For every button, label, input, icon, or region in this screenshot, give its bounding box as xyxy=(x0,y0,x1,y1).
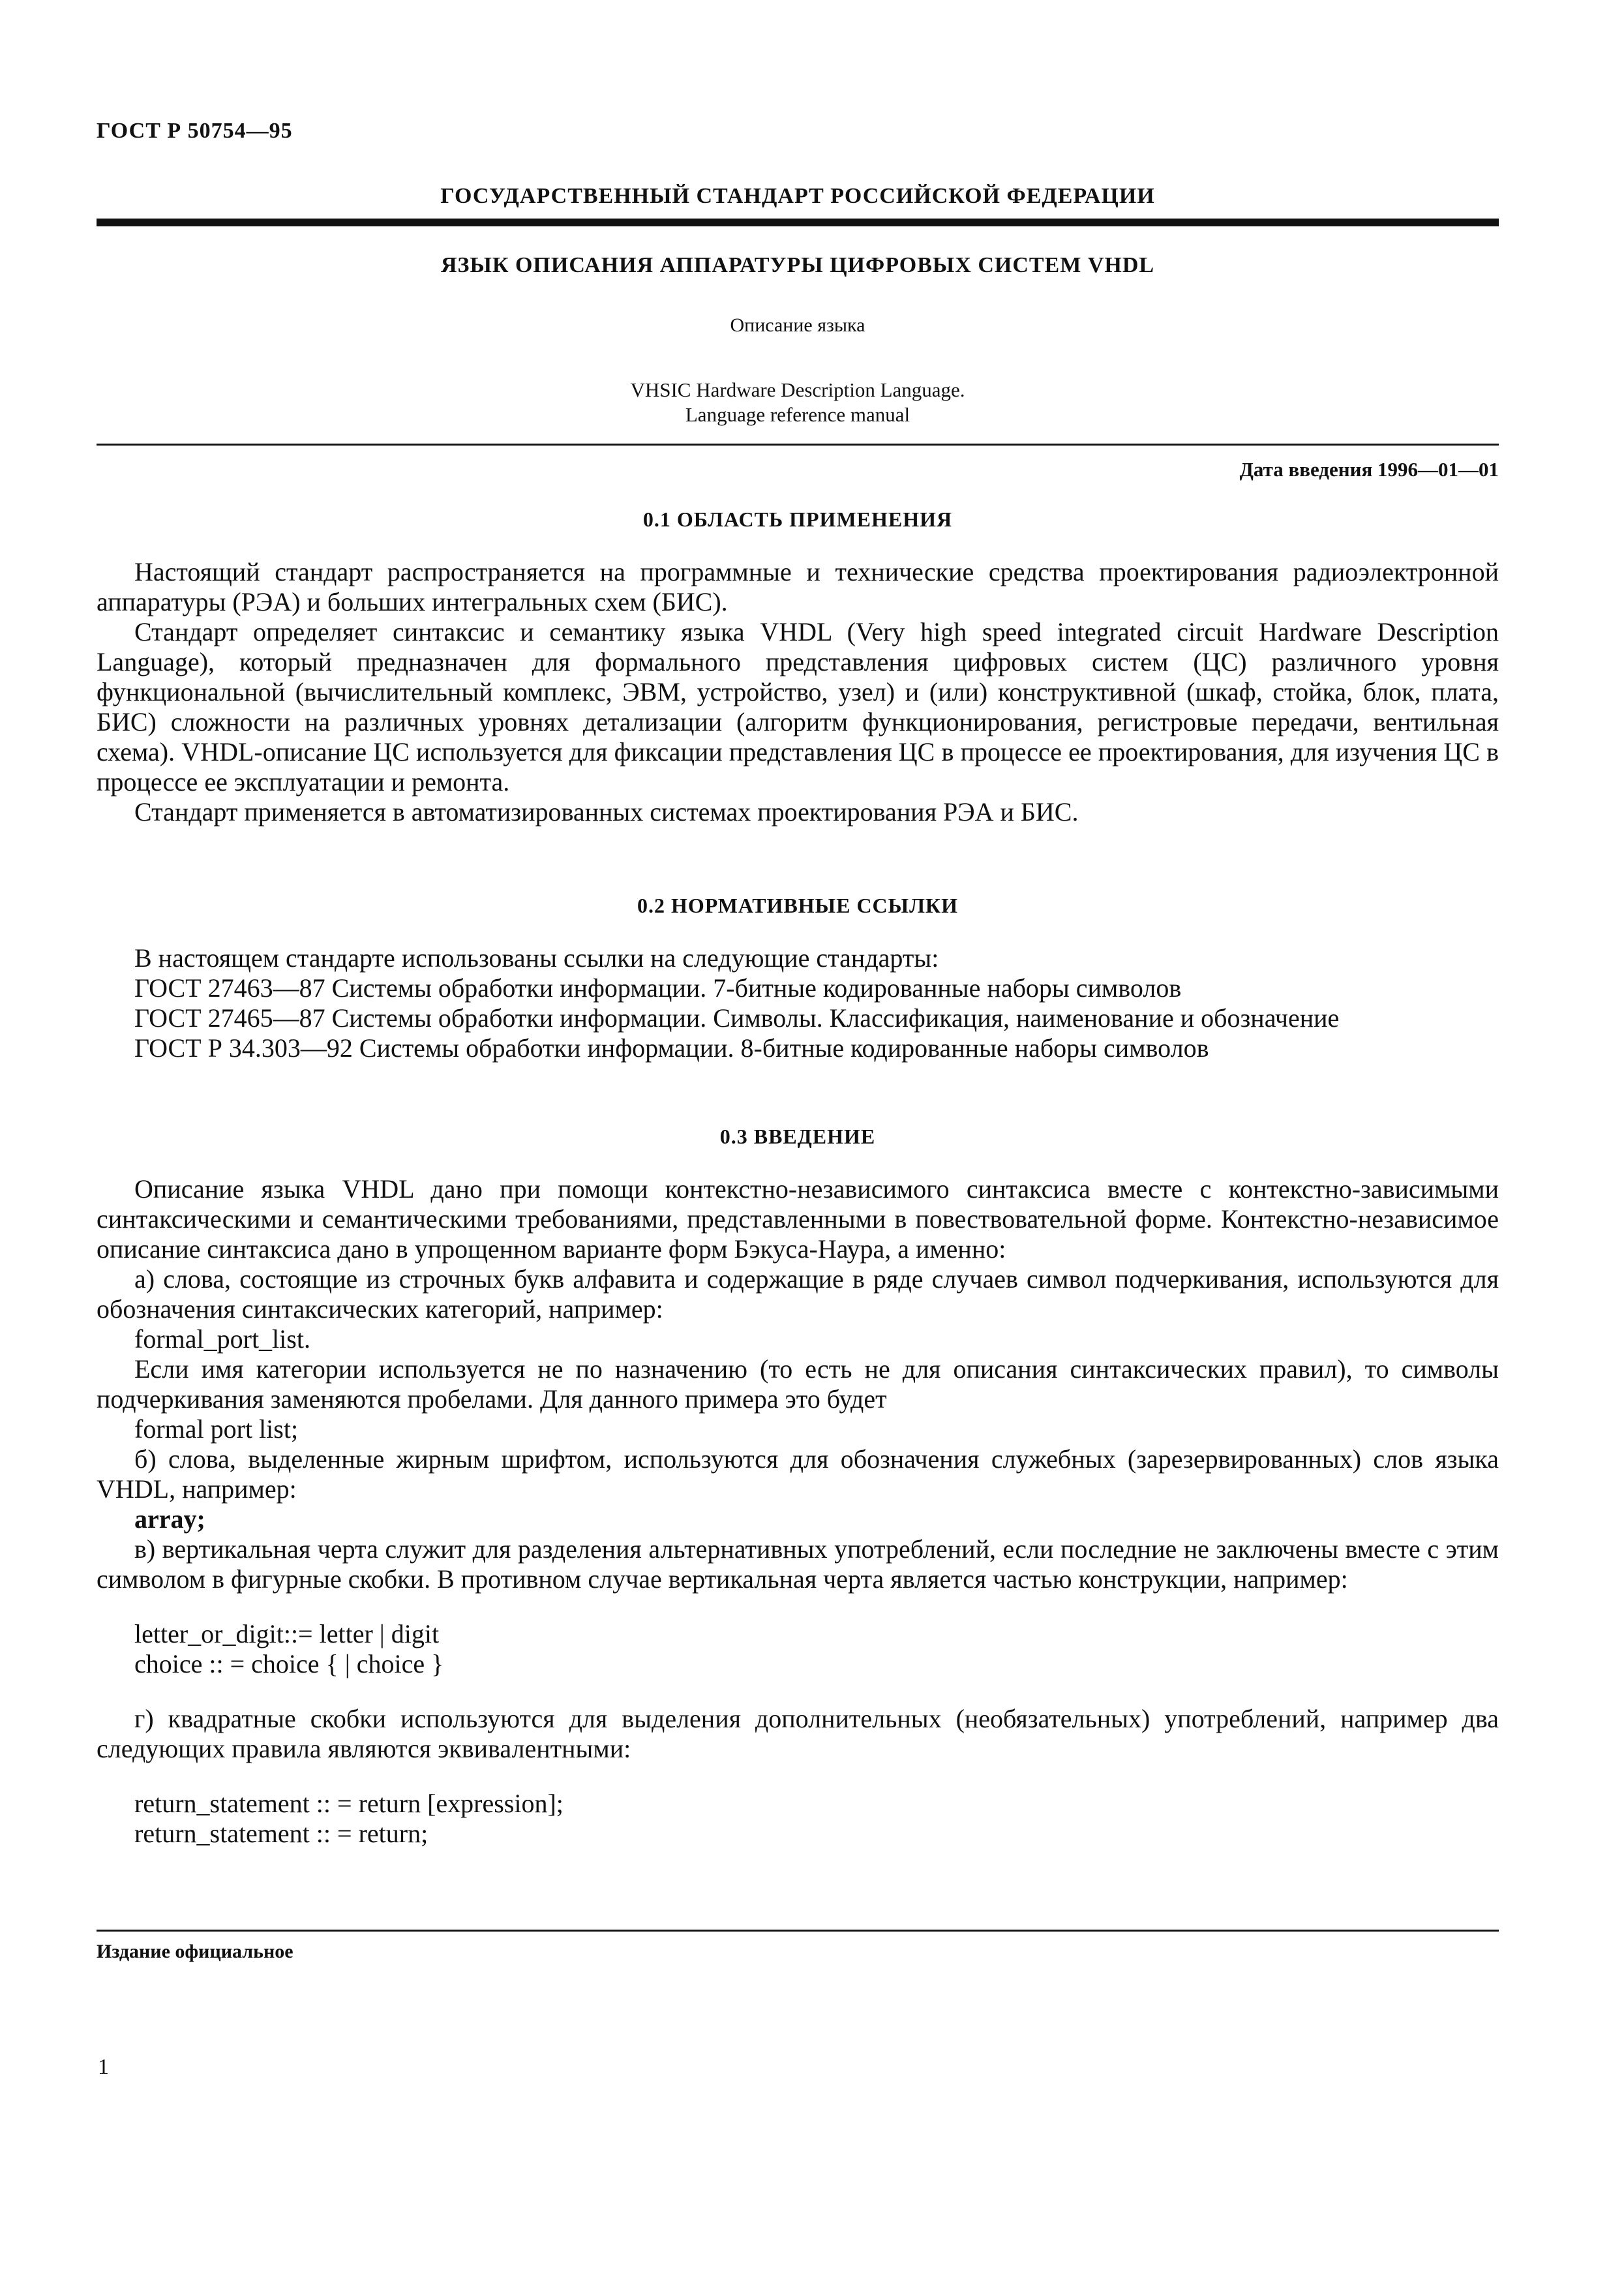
header-rule xyxy=(97,219,1499,226)
paragraph: Стандарт определяет синтаксис и семантику языка VHDL (Very high speed integrated circuit Hardware Description Language), который предназначен для формального представления цифровых систем (ЦС) различного уровня функциональной (вычислительный комплекс, ЭВМ, устройство, узел) и (или) конструктивной (шкаф, стойка, блок, плата, БИС) сложности на различных уровнях детализации (алгоритм функционирования, регистровые передачи, вентильная схема). VHDL-описание ЦС используется для фиксации представления ЦС в процессе ее проектирования, для изучения ЦС в процессе ее эксплуатации и ремонта. xyxy=(97,617,1499,797)
standard-org-title: ГОСУДАРСТВЕННЫЙ СТАНДАРТ РОССИЙСКОЙ ФЕДЕРАЦИИ xyxy=(440,184,1155,208)
section-heading-introduction: 0.3 ВВЕДЕНИЕ xyxy=(719,1125,876,1148)
page-number: 1 xyxy=(98,2055,109,2079)
section-introduction-body xyxy=(97,1174,1499,1849)
paragraph: а) слова, состоящие из строчных букв алфавита и содержащие в ряде случаев символ подчеркивания, используются для обозначения синтаксических категорий, например: xyxy=(97,1264,1499,1324)
section-scope-body xyxy=(97,557,1499,827)
standard-subtitle: Описание языка xyxy=(730,314,865,336)
section-references-body xyxy=(97,943,1499,1063)
english-title-line1: VHSIC Hardware Description Language. xyxy=(630,378,965,401)
paragraph: б) слова, выделенные жирным шрифтом, используются для обозначения служебных (зарезервированных) слов языка VHDL, например: xyxy=(97,1444,1499,1504)
example: formal port list; xyxy=(134,1414,299,1444)
edition-label: Издание официальное xyxy=(97,1941,293,1962)
paragraph: В настоящем стандарте использованы ссылки на следующие стандарты: xyxy=(134,943,939,973)
section-heading-references: 0.2 НОРМАТИВНЫЕ ССЫЛКИ xyxy=(637,894,959,917)
reference-item: ГОСТ 27463—87 Системы обработки информации. 7-битные кодированные наборы символов xyxy=(134,973,1182,1003)
code-line: choice :: = choice { | choice } xyxy=(134,1649,444,1678)
paragraph: Если имя категории используется не по назначению (то есть не для описания синтаксических правил), то символы подчеркивания заменяются пробелами. Для данного примера это будет xyxy=(97,1354,1499,1414)
paragraph: Описание языка VHDL дано при помощи контекстно-независимого синтаксиса вместе с контекстно-зависимыми синтаксическими и семантическими требованиями, представленными в повествовательной форме. Контекстно-независимое описание синтаксиса дано в упрощенном варианте форм Бэкуса-Наура, а именно: xyxy=(97,1174,1499,1264)
title-rule xyxy=(97,444,1499,446)
code-line: return_statement :: = return [expression]; xyxy=(134,1789,564,1818)
example-keyword: array; xyxy=(134,1504,205,1534)
standard-title: ЯЗЫК ОПИСАНИЯ АППАРАТУРЫ ЦИФРОВЫХ СИСТЕМ VHDL xyxy=(440,253,1155,277)
paragraph: в) вертикальная черта служит для разделения альтернативных употреблений, если последние не заключены вместе с этим символом в фигурные скобки. В противном случае вертикальная черта является частью конструкции, например: xyxy=(97,1534,1499,1594)
code-line: letter_or_digit::= letter | digit xyxy=(134,1619,440,1648)
code-line: return_statement :: = return; xyxy=(134,1819,429,1848)
paragraph: г) квадратные скобки используются для выделения дополнительных (необязательных) употреблений, например два следующих правила являются эквивалентными: xyxy=(97,1704,1499,1763)
paragraph: Стандарт применяется в автоматизированных системах проектирования РЭА и БИС. xyxy=(134,797,1079,827)
paragraph: Настоящий стандарт распространяется на программные и технические средства проектирования радиоэлектронной аппаратуры (РЭА) и больших интегральных схем (БИС). xyxy=(97,557,1499,616)
english-title-line2: Language reference manual xyxy=(685,403,910,426)
footer-rule xyxy=(97,1930,1499,1932)
example: formal_port_list. xyxy=(134,1324,310,1354)
reference-item: ГОСТ Р 34.303—92 Системы обработки информации. 8-битные кодированные наборы символов xyxy=(134,1033,1209,1063)
section-heading-scope: 0.1 ОБЛАСТЬ ПРИМЕНЕНИЯ xyxy=(642,508,953,531)
document-code: ГОСТ Р 50754—95 xyxy=(97,119,293,143)
introduction-date: Дата введения 1996—01—01 xyxy=(1239,458,1499,481)
reference-item: ГОСТ 27465—87 Системы обработки информации. Символы. Классификация, наименование и обозначение xyxy=(134,1003,1340,1033)
